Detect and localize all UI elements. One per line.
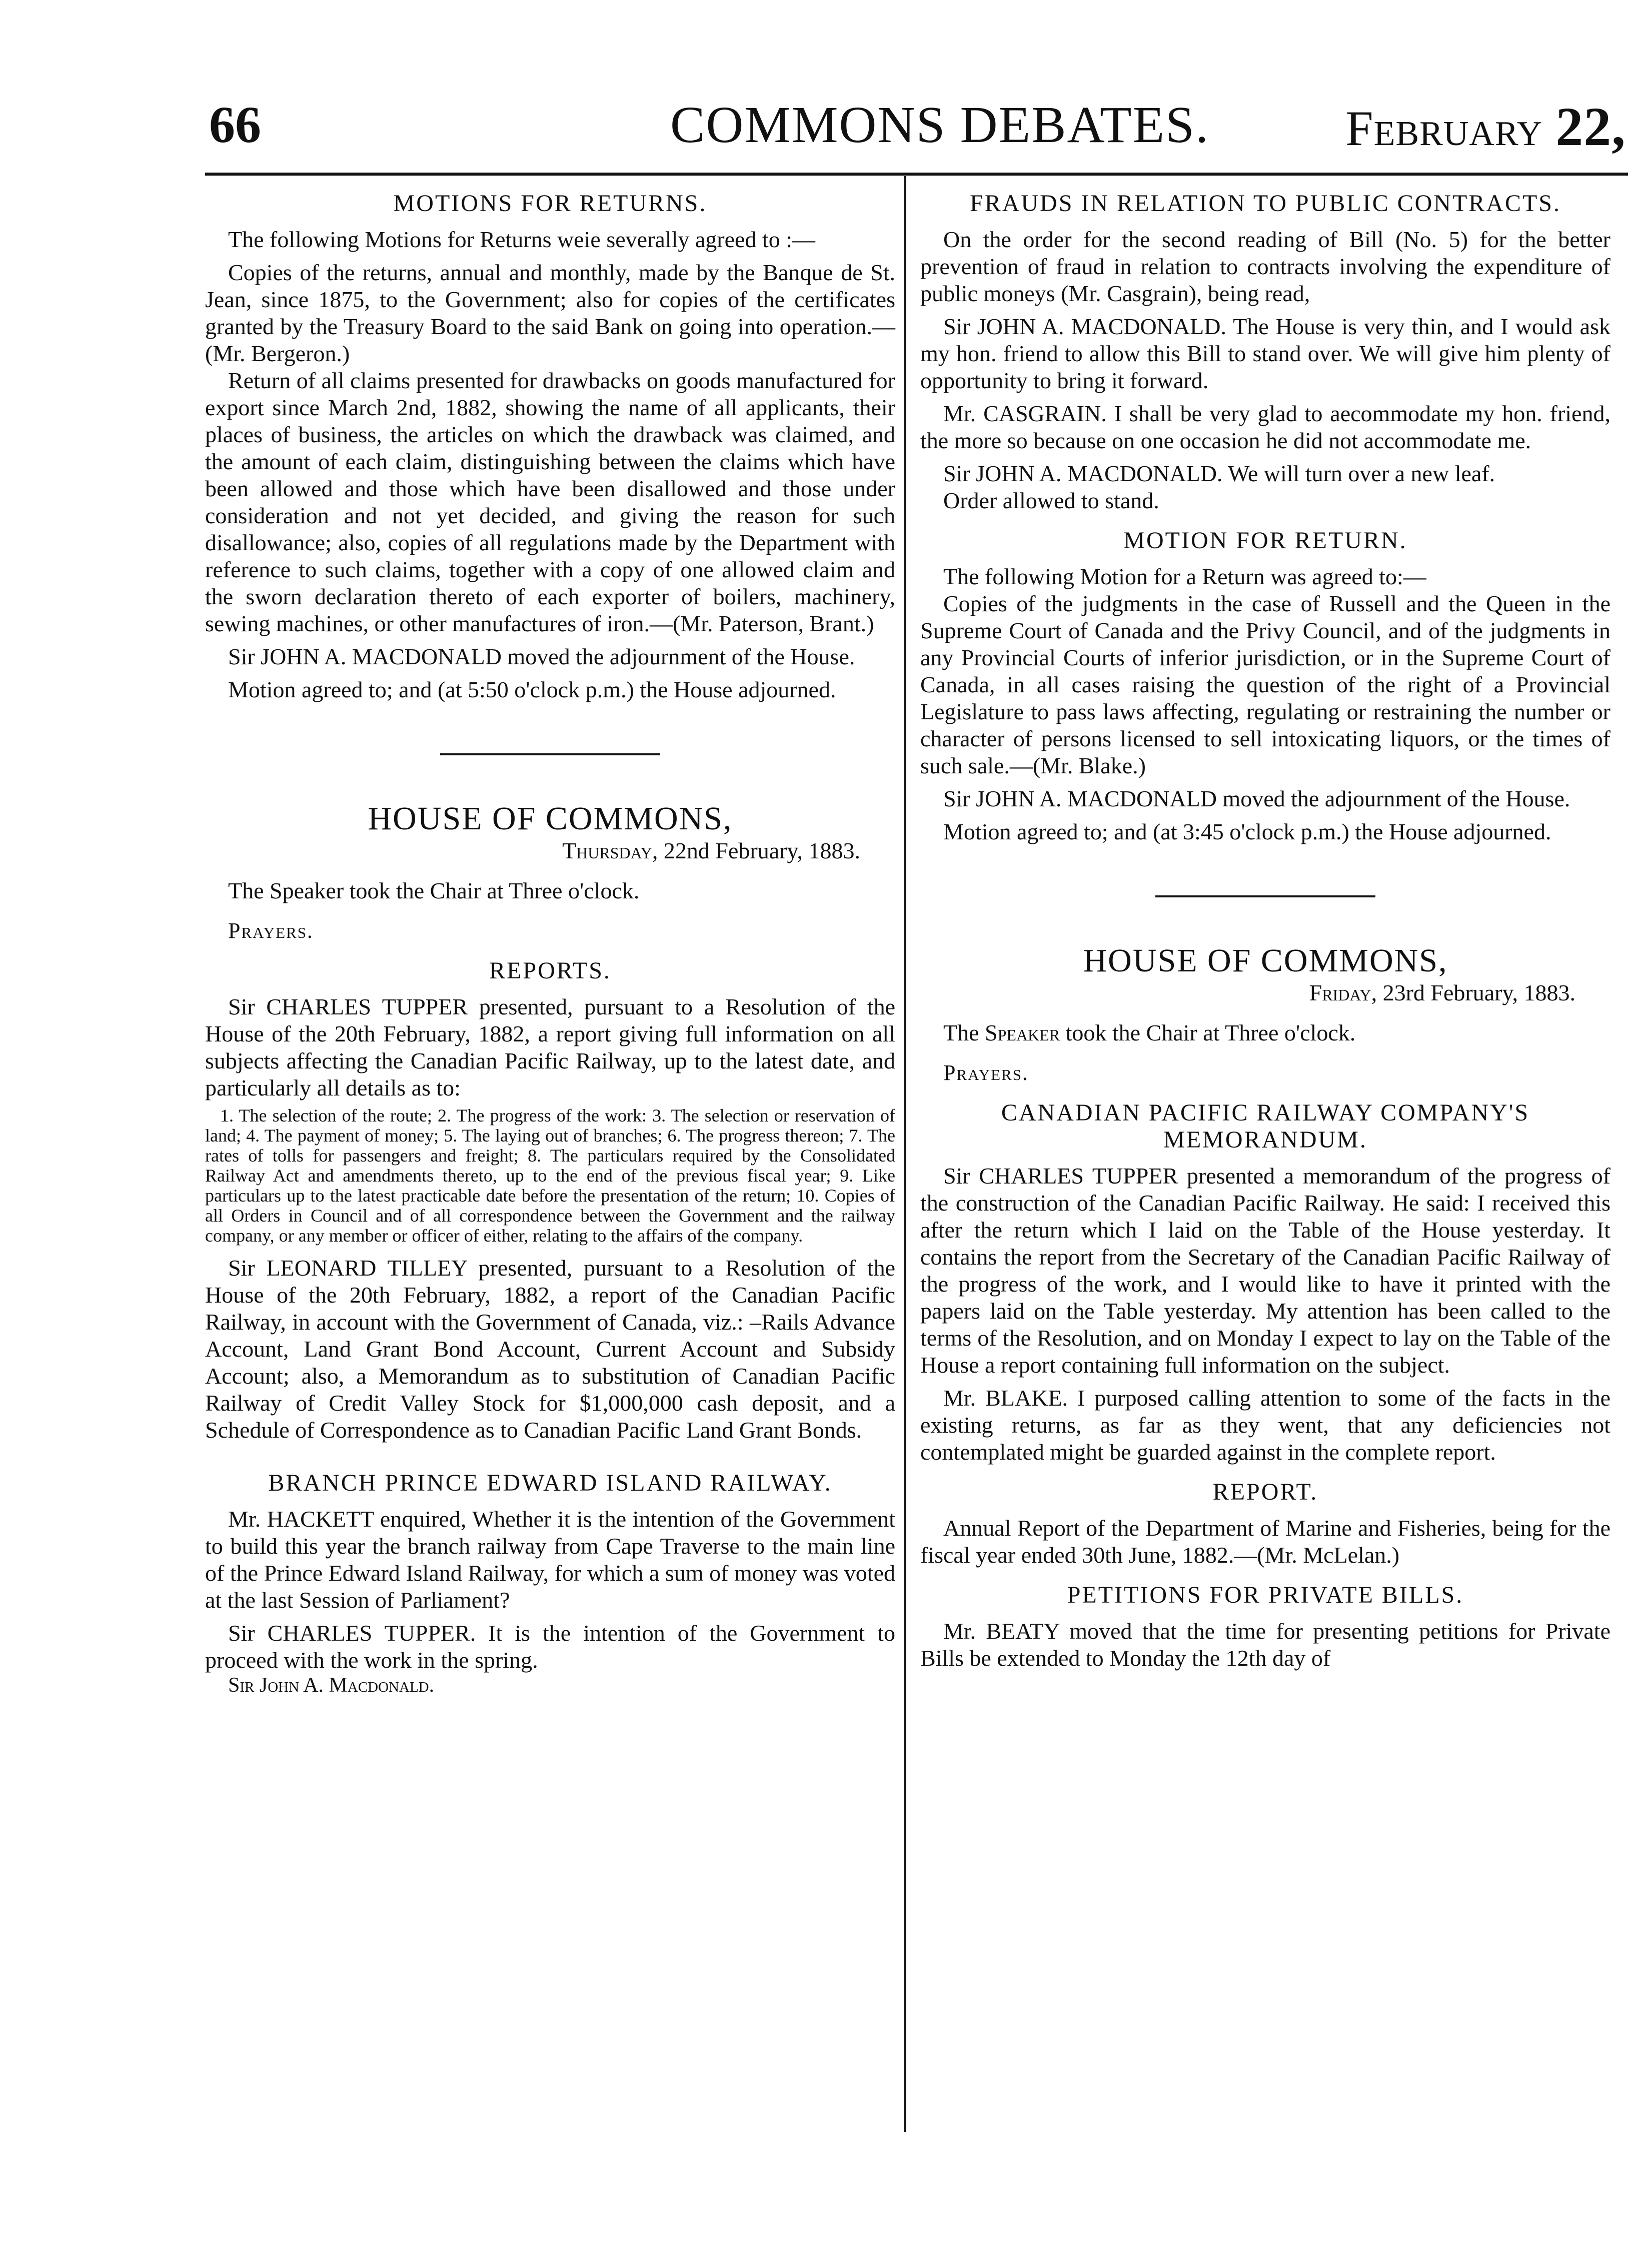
casgrain-statement: Mr. CASGRAIN. I shall be very glad to aecommodate my hon. friend, the more so because on one occasion he did not accommodate me. xyxy=(920,401,1610,453)
speaker-line-pre: The xyxy=(943,1020,979,1045)
column-divider xyxy=(904,176,906,2132)
dateline-date-friday: 23rd February, 1883. xyxy=(1382,980,1575,1005)
adjournment-motion: Sir JOHN A. MACDONALD moved the adjournment of the House. xyxy=(228,644,855,669)
signoff: Sir John A. Macdonald. xyxy=(228,1674,435,1697)
motions-intro: The following Motions for Returns weie severally agreed to :— xyxy=(228,227,815,252)
adjournment-agreed-right: Motion agreed to; and (at 3:45 o'clock p.m.) the House adjourned. xyxy=(943,819,1551,844)
motions-heading: MOTIONS FOR RETURNS. xyxy=(393,190,707,217)
annual-report: Annual Report of the Department of Marine and Fisheries, being for the fiscal year ended 30th June, 1882.—(Mr. McLelan.) xyxy=(920,1515,1610,1568)
hackett-question: Mr. HACKETT enquired, Whether it is the intention of the Government to build this year the branch railway from Cape Traverse to the main line of the Prince Edward Island Railway, for which a sum of money was voted at the last Session of Parliament? xyxy=(205,1506,895,1613)
motion-intro: The following Motion for a Return was agreed to:— xyxy=(943,564,1426,589)
page-number: 66 xyxy=(209,96,261,154)
running-title: COMMONS DEBATES. xyxy=(670,96,1209,154)
frauds-order: On the order for the second reading of Bill (No. 5) for the better prevention of fraud in relation to contracts involving the expenditure of public moneys (Mr. Casgrain), being read, xyxy=(920,227,1610,306)
house-heading-thursday: HOUSE OF COMMONS, xyxy=(368,800,733,837)
tilley-report: Sir LEONARD TILLEY presented, pursuant to a Resolution of the House of the 20th February, 1882, a report of the Canadian Pacific Railway, in account with the Government of Canada, viz.: –Rails Advance Account, Land Grant Bond Account, Current Account and Subsidy Account; also, a Memorandum as to substitution of Canadian Pacific Railway of Credit Valley Stock for $1,000,000 cash deposit, and a Schedule of Correspondence as to Canadian Pacific Land Grant Bonds. xyxy=(205,1255,895,1443)
beaty-motion: Mr. BEATY moved that the time for presenting petitions for Private Bills be extended to Monday the 12th day of xyxy=(920,1618,1610,1671)
section-divider xyxy=(440,753,660,755)
reports-heading: REPORTS. xyxy=(489,957,611,984)
speaker-line-friday xyxy=(920,1019,1610,1046)
dateline-thursday xyxy=(205,837,895,864)
header-rule xyxy=(205,173,1628,176)
adjournment-motion-right: Sir JOHN A. MACDONALD moved the adjournment of the House. xyxy=(943,786,1570,811)
petitions-heading: PETITIONS FOR PRIVATE BILLS. xyxy=(1067,1582,1464,1608)
blake-statement: Mr. BLAKE. I purposed calling attention to some of the facts in the existing returns, as far as they went, that any deficiencies not contemplated might be guarded against in the complete report. xyxy=(920,1385,1610,1465)
tupper-memo: Sir CHARLES TUPPER presented a memorandum of the progress of the construction of the Canadian Pacific Railway. He said: I received this after the return which I laid on the Table of the House yesterday. It contains the report from the Secretary of the Canadian Pacific Railway of the progress of the work, and I would like to have it printed with the papers laid on the Table yesterday. My attention has been called to the terms of the Resolution, and on Monday I expect to lay on the Table of the House a report containing full information on the subject. xyxy=(920,1163,1610,1378)
section-divider-right xyxy=(1155,895,1375,897)
report-heading: REPORT. xyxy=(1212,1479,1318,1505)
tupper-report: Sir CHARLES TUPPER presented, pursuant to a Resolution of the House of the 20th February, 1882, a report giving full information on all subjects affecting the Canadian Pacific Railway, up to the latest date, and particularly all details as to: xyxy=(205,994,895,1100)
prayers: Prayers. xyxy=(228,918,314,943)
motion-paterson: Return of all claims presented for drawbacks on goods manufactured for export since March 2nd, 1882, showing the name of all applicants, their places of business, the articles on which the drawback was claimed, and the amount of each claim, distinguishing between the claims which have been allowed and those which have been disallowed and those under consideration and not yet decided, and giving the reason for such disallowance; also, copies of all regulations made by the Department with reference to such claims, together with a copy of one allowed claim and the sworn declaration thereto of each exporter of boilers, machinery, sewing machines, or other manufactures of iron.—(Mr. Paterson, Brant.) xyxy=(205,368,895,636)
header-date xyxy=(1345,95,1626,159)
left-column xyxy=(205,190,895,1699)
branch-railway-heading: BRANCH PRINCE EDWARD ISLAND RAILWAY. xyxy=(268,1470,832,1496)
speaker-line-post: took the Chair at Three o'clock. xyxy=(1065,1020,1356,1045)
speaker-line: The Speaker took the Chair at Three o'clock. xyxy=(228,878,640,903)
macdonald-statement: Sir JOHN A. MACDONALD. The House is very thin, and I would ask my hon. friend to allow this Bill to stand over. We will give him plenty of opportunity to bring it forward. xyxy=(920,314,1610,393)
prayers-friday: Prayers. xyxy=(943,1060,1029,1085)
cpr-memo-heading: CANADIAN PACIFIC RAILWAY COMPANY'S MEMORANDUM. xyxy=(1001,1099,1530,1153)
motion-bergeron: Copies of the returns, annual and monthly, made by the Banque de St. Jean, since 1875, to the Government; also for copies of the certificates granted by the Treasury Board to the said Bank on going into operation.—(Mr. Bergeron.) xyxy=(205,260,895,366)
macdonald-reply: Sir JOHN A. MACDONALD. We will turn over a new leaf. xyxy=(943,461,1495,486)
dateline-day: Thursday, xyxy=(562,838,658,863)
details-list: 1. The selection of the route; 2. The progress of the work: 3. The selection or reservation of land; 4. The payment of money; 5. The laying out of branches; 6. The progress thereon; 7. The rates of tolls for passengers and freight; 8. The particulars required by the Consolidated Railway Act and amendments thereto, up to the end of the previous fiscal year; 9. Like particulars up to the latest practicable date before the presentation of the return; 10. Copies of all Orders in Council and of all correspondence between the Government and the railway company, or any member or officer of either, relating to the affairs of the company. xyxy=(205,1105,895,1246)
motion-return-heading: MOTION FOR RETURN. xyxy=(1123,527,1407,554)
header-date-day: 22, xyxy=(1555,96,1626,157)
right-column xyxy=(920,190,1610,1672)
tupper-answer: Sir CHARLES TUPPER. It is the intention of the Government to proceed with the work in the spring. xyxy=(205,1620,895,1673)
dateline-date: 22nd February, 1883. xyxy=(663,838,860,863)
header-date-month: February xyxy=(1345,101,1543,156)
order-stand: Order allowed to stand. xyxy=(943,488,1159,513)
page-header xyxy=(0,0,1652,180)
dateline-day-friday: Friday, xyxy=(1309,980,1377,1005)
dateline-friday xyxy=(920,979,1610,1006)
motion-blake: Copies of the judgments in the case of Russell and the Queen in the Supreme Court of Canada and the Privy Council, and of the judgments in any Provincial Courts of inferior jurisdiction, or in the Supreme Court of Canada, in all cases raising the question of the right of a Provincial Legislature to pass laws affecting, regulating or restraining the number or character of persons licensed to sell intoxicating liquors, or the times of such sale.—(Mr. Blake.) xyxy=(920,591,1610,778)
frauds-heading: FRAUDS IN RELATION TO PUBLIC CONTRACTS. xyxy=(970,190,1561,217)
house-heading-friday: HOUSE OF COMMONS, xyxy=(1083,942,1448,979)
speaker-word: Speaker xyxy=(985,1020,1060,1045)
adjournment-agreed: Motion agreed to; and (at 5:50 o'clock p.m.) the House adjourned. xyxy=(228,677,836,702)
